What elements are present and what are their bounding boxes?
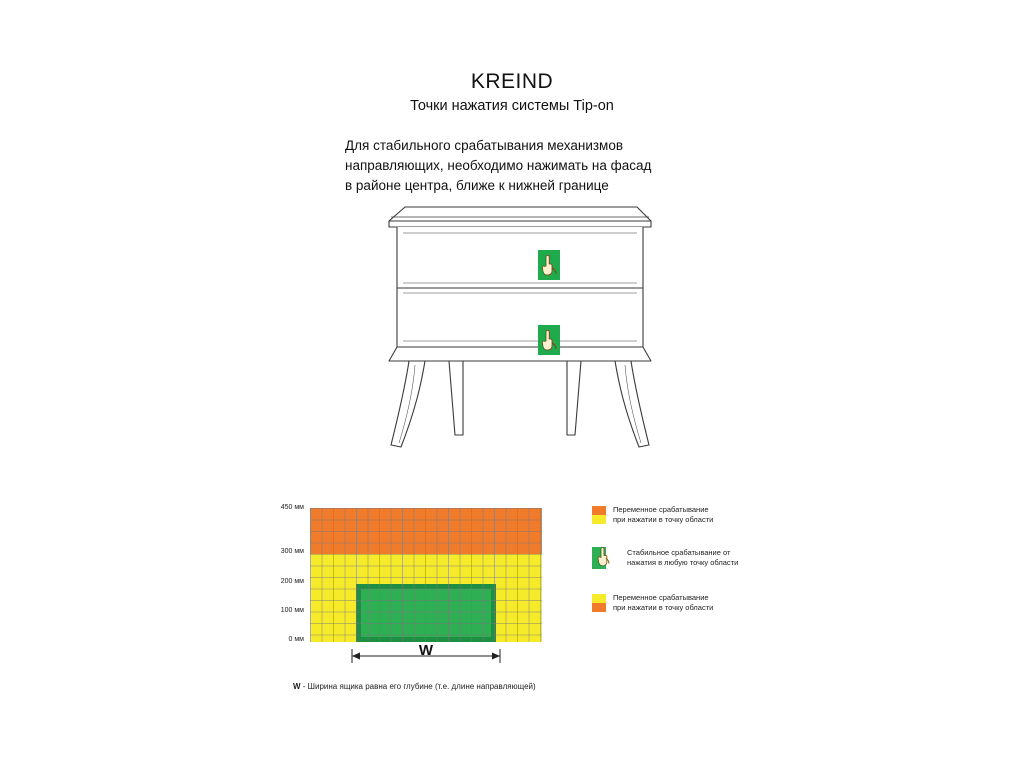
legend-3-line-2: при нажатии в точку области (613, 603, 714, 612)
press-point-upper-drawer[interactable] (538, 250, 560, 280)
width-note (293, 682, 536, 691)
press-point-lower-drawer[interactable] (538, 325, 560, 355)
y-tick-300: 300 мм (280, 548, 304, 555)
width-dimension (350, 642, 502, 668)
legend-3-line-1: Переменное срабатывание (613, 593, 709, 602)
header (0, 70, 1024, 114)
intro-line-3: в районе центра, ближе к нижней границе (345, 178, 609, 193)
y-tick-100: 100 мм (280, 607, 304, 614)
legend-2-line-1: Стабильное срабатывание от (627, 548, 731, 557)
legend-swatch-1 (592, 506, 606, 524)
zone-chart (248, 500, 558, 691)
hand-pointer-icon (595, 546, 611, 571)
intro-text (345, 136, 745, 196)
width-note-text: - Ширина ящика равна его глубине (т.е. длине направляющей) (300, 682, 536, 691)
legend-variable-top (592, 505, 792, 525)
page-subtitle: Точки нажатия системы Tip-on (410, 98, 614, 114)
band-variable-top (310, 508, 542, 554)
intro-line-1: Для стабильного срабатывания механизмов (345, 138, 624, 153)
chart-y-axis (248, 500, 308, 642)
y-tick-0: 0 мм (288, 636, 304, 643)
nightstand-illustration (375, 195, 665, 465)
legend-1-line-1: Переменное срабатывание (613, 505, 709, 514)
legend-variable-bottom (592, 593, 792, 613)
width-note-symbol: W (293, 682, 301, 691)
legend-2-line-2: нажатия в любую точку области (627, 558, 739, 567)
y-tick-200: 200 мм (280, 578, 304, 585)
legend-stable (592, 547, 792, 569)
legend-swatch-3 (592, 594, 606, 612)
intro-line-2: направляющих, необходимо нажимать на фасад (345, 158, 652, 173)
legend-1-line-2: при нажатии в точку области (613, 515, 714, 524)
legend (592, 505, 792, 626)
chart-plot-area (310, 508, 542, 642)
width-label: W (418, 642, 434, 659)
y-tick-450: 450 мм (280, 504, 304, 511)
brand-title: KREIND (470, 70, 554, 93)
zone-stable (356, 584, 496, 642)
